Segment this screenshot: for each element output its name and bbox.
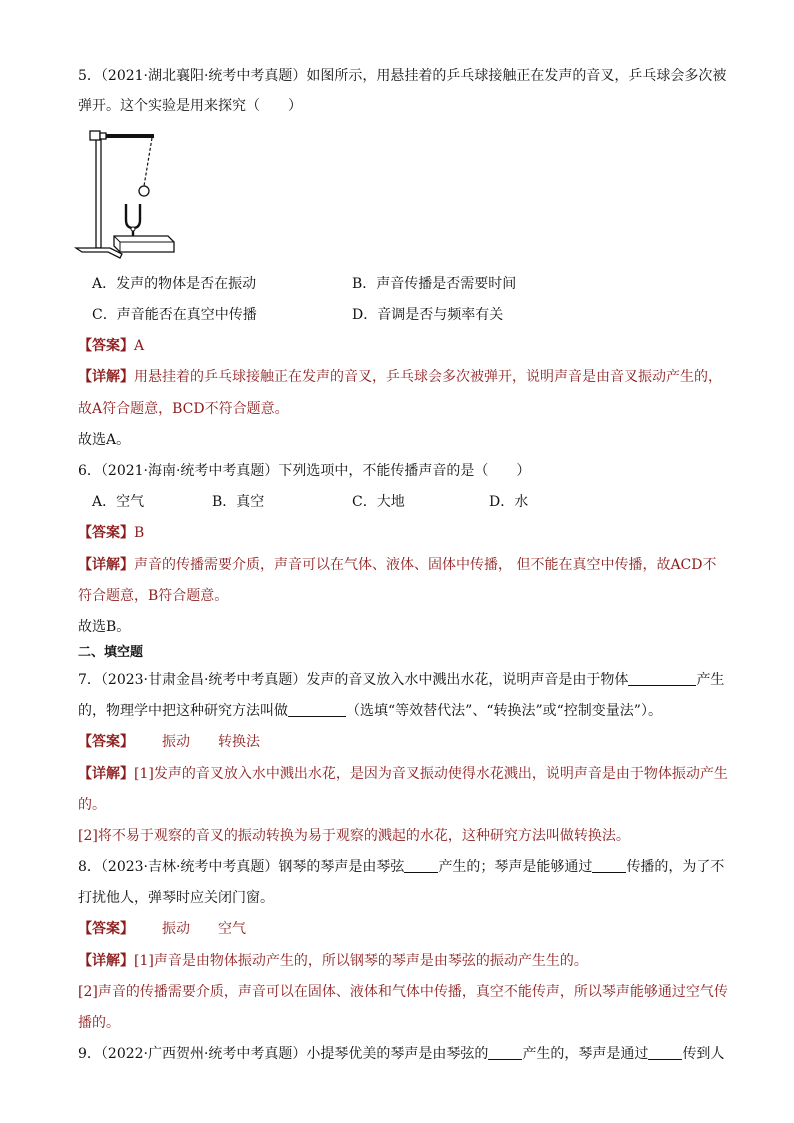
q5-option-a: A．发声的物体是否在振动 bbox=[92, 276, 257, 292]
q7-stem-part2: 产生 bbox=[696, 672, 725, 688]
detail-tag: 【详解】 bbox=[78, 369, 134, 385]
q5-conclusion: 故选A。 bbox=[78, 432, 131, 448]
q8-detail-line1 bbox=[78, 951, 588, 971]
q5-stem-line1: 5．（2021·湖北襄阳·统考中考真题）如图所示，用悬挂着的乒乓球接触正在发声的音叉，乒乓球会多次被 bbox=[78, 68, 727, 84]
q7-detail-line1 bbox=[78, 764, 728, 784]
q9-blank-2 bbox=[648, 1045, 682, 1060]
q6-answer-value: B bbox=[134, 525, 145, 541]
q7-stem-part1: 7．（2023·甘肃金昌·统考中考真题）发声的音叉放入水中溅出水花，说明声音是由于物体 bbox=[78, 672, 629, 688]
q6-option-c: C．大地 bbox=[352, 494, 405, 510]
answer-tag: 【答案】 bbox=[78, 921, 134, 937]
q8-stem-part2: 产生的；琴声是能够通过 bbox=[438, 859, 593, 875]
q5-detail-line2: 故A符合题意，BCD不符合题意。 bbox=[78, 401, 289, 417]
q6-answer bbox=[78, 523, 144, 543]
detail-tag: 【详解】 bbox=[78, 766, 134, 782]
q9-stem-part1: 9．（2022·广西贺州·统考中考真题）小提琴优美的琴声是由琴弦的 bbox=[78, 1046, 489, 1062]
q7-blank-2 bbox=[288, 702, 346, 717]
q5-option-c: C．声音能否在真空中传播 bbox=[92, 307, 257, 323]
q8-answer-1: 振动 bbox=[162, 921, 190, 937]
tuning-fork-experiment-figure bbox=[70, 124, 190, 264]
q5-answer bbox=[78, 336, 144, 356]
q7-answer bbox=[78, 732, 260, 752]
q7-detail-line3: [2]将不易于观察的音叉的振动转换为易于观察的溅起的水花，这种研究方法叫做转换法。 bbox=[78, 828, 630, 844]
q5-detail-text1: 用悬挂着的乒乓球接触正在发声的音叉，乒乓球会多次被弹开，说明声音是由音叉振动产生的， bbox=[134, 369, 722, 385]
q9-stem-part2: 产生的，琴声是通过 bbox=[522, 1046, 649, 1062]
q9-stem-line1 bbox=[78, 1044, 724, 1064]
q8-detail-line2: [2]声音的传播需要介质，声音可以在固体、液体和气体中传播，真空不能传声，所以琴声能够通过空气传 bbox=[78, 984, 728, 1000]
q6-option-d: D．水 bbox=[489, 494, 529, 510]
q5-answer-value: A bbox=[134, 338, 145, 354]
q6-option-b: B．真空 bbox=[212, 494, 265, 510]
q6-detail-line2: 符合题意，B符合题意。 bbox=[78, 588, 229, 604]
q6-detail-line1 bbox=[78, 555, 717, 575]
q7-answer-1: 振动 bbox=[162, 734, 190, 750]
q8-blank-1 bbox=[404, 858, 438, 873]
q6-detail-text1: 声音的传播需要介质，声音可以在气体、液体、固体中传播， 但不能在真空中传播，故ACD不 bbox=[134, 557, 717, 573]
q9-stem-part3: 传到人 bbox=[682, 1046, 725, 1062]
q7-stem-line2 bbox=[78, 701, 662, 721]
q8-detail-line3: 播的。 bbox=[78, 1015, 120, 1031]
q7-answer-2: 转换法 bbox=[218, 734, 260, 750]
q8-stem-part1: 8．（2023·吉林·统考中考真题）钢琴的琴声是由琴弦 bbox=[78, 859, 405, 875]
answer-tag: 【答案】 bbox=[78, 338, 134, 354]
detail-tag: 【详解】 bbox=[78, 953, 134, 969]
q7-stem-part4: （选填“等效替代法”、“转换法”或“控制变量法”）。 bbox=[346, 703, 662, 719]
q8-answer bbox=[78, 919, 246, 939]
detail-tag: 【详解】 bbox=[78, 557, 134, 573]
q6-conclusion: 故选B。 bbox=[78, 619, 131, 635]
q9-blank-1 bbox=[488, 1045, 522, 1060]
q6-stem: 6．（2021·海南·统考中考真题）下列选项中，不能传播声音的是（ ） bbox=[78, 463, 531, 479]
q8-stem-line2: 打扰他人，弹琴时应关闭门窗。 bbox=[78, 890, 274, 906]
section-heading: 二、填空题 bbox=[78, 645, 144, 660]
q8-stem-line1 bbox=[78, 857, 724, 877]
q8-detail-text1: [1]声音是由物体振动产生的，所以钢琴的琴声是由琴弦的振动产生生的。 bbox=[134, 953, 588, 969]
q8-answer-2: 空气 bbox=[218, 921, 246, 937]
q7-detail-line2: 的。 bbox=[78, 797, 106, 813]
q7-stem-part3: 的，物理学中把这种研究方法叫做 bbox=[78, 703, 288, 719]
q5-stem-line2: 弹开。这个实验是用来探究（ ） bbox=[78, 98, 302, 114]
q8-blank-2 bbox=[592, 858, 626, 873]
q5-option-d: D．音调是否与频率有关 bbox=[352, 307, 504, 323]
answer-tag: 【答案】 bbox=[78, 525, 134, 541]
q6-option-a: A．空气 bbox=[92, 494, 145, 510]
q5-option-b: B．声音传播是否需要时间 bbox=[352, 276, 517, 292]
q7-detail-text1: [1]发声的音叉放入水中溅出水花，是因为音叉振动使得水花溅出，说明声音是由于物体振动产生 bbox=[134, 766, 728, 782]
q8-stem-part3: 传播的，为了不 bbox=[626, 859, 725, 875]
q7-stem-line1 bbox=[78, 670, 724, 690]
q7-blank-1 bbox=[628, 671, 696, 686]
answer-tag: 【答案】 bbox=[78, 734, 134, 750]
q5-detail-line1 bbox=[78, 367, 722, 387]
